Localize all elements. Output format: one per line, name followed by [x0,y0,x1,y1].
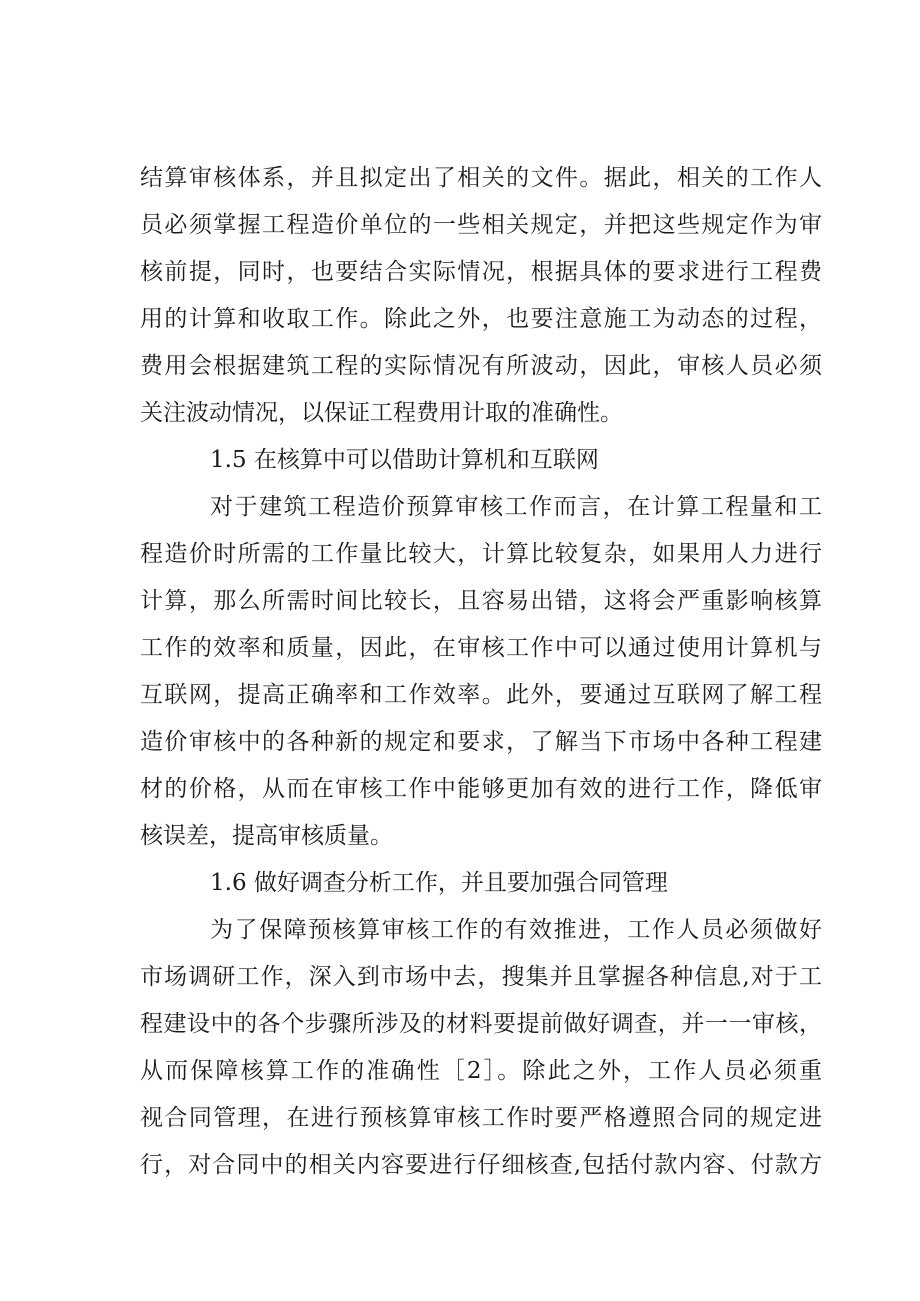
paragraph-line: 费用会根据建筑工程的实际情况有所波动，因此，审核人员必须 [140,353,822,379]
section-heading-1-5: 1.5 在核算中可以借助计算机和互联网 [210,447,599,473]
paragraph-line: 从而保障核算工作的准确性［2］。除此之外，工作人员必须重 [140,1058,822,1084]
paragraph-line: 核前提，同时，也要结合实际情况，根据具体的要求进行工程费 [140,259,822,285]
paragraph-line: 工作的效率和质量，因此，在审核工作中可以通过使用计算机与 [140,635,822,661]
paragraph-line: 市场调研工作，深入到市场中去，搜集并且掌握各种信息,对于工 [140,964,822,990]
paragraph-line: 用的计算和收取工作。除此之外，也要注意施工为动态的过程， [140,306,822,332]
paragraph-line: 员必须掌握工程造价单位的一些相关规定，并把这些规定作为审 [140,212,822,238]
paragraph-line: 结算审核体系，并且拟定出了相关的文件。据此，相关的工作人 [140,165,822,191]
paragraph-line: 程建设中的各个步骤所涉及的材料要提前做好调查，并一一审核， [140,1011,822,1037]
paragraph-line: 计算，那么所需时间比较长，且容易出错，这将会严重影响核算 [140,588,822,614]
paragraph-line: 互联网，提高正确率和工作效率。此外，要通过互联网了解工程 [140,682,822,708]
paragraph-line: 对于建筑工程造价预算审核工作而言，在计算工程量和工 [210,494,822,520]
body-text [140,155,822,1189]
paragraph-line: 核误差，提高审核质量。 [140,823,393,849]
paragraph-line: 行，对合同中的相关内容要进行仔细核查,包括付款内容、付款方 [140,1152,822,1178]
paragraph-line: 为了保障预核算审核工作的有效推进，工作人员必须做好 [210,917,822,943]
paragraph-line: 视合同管理，在进行预核算审核工作时要严格遵照合同的规定进 [140,1105,822,1131]
paragraph-line: 材的价格，从而在审核工作中能够更加有效的进行工作，降低审 [140,776,822,802]
paragraph-line: 造价审核中的各种新的规定和要求，了解当下市场中各种工程建 [140,729,822,755]
section-heading-1-6: 1.6 做好调查分析工作，并且要加强合同管理 [210,870,668,896]
paragraph-line: 程造价时所需的工作量比较大，计算比较复杂，如果用人力进行 [140,541,822,567]
paragraph-line: 关注波动情况，以保证工程费用计取的准确性。 [140,400,623,426]
